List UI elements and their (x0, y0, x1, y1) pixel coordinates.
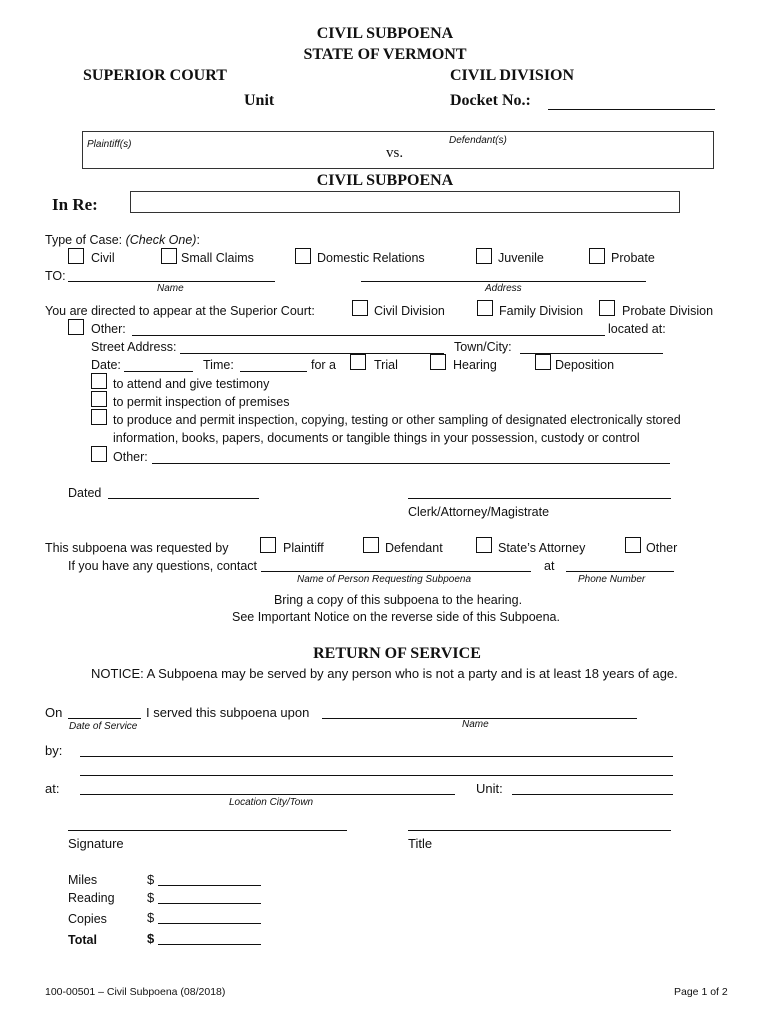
appear-family-division-label: Family Division (499, 304, 584, 318)
served-name-caption: Name (462, 719, 489, 730)
docket-number-field[interactable] (548, 109, 715, 110)
requested-states-attorney-label: State’s Attorney (498, 541, 586, 555)
clerk-signature-field[interactable] (408, 498, 671, 499)
case-juvenile-checkbox[interactable] (476, 248, 492, 264)
deposition-checkbox[interactable] (535, 354, 551, 370)
return-notice: NOTICE: A Subpoena may be served by any person who is not a party and is at least 18 years of age. (91, 666, 678, 681)
return-of-service-title: RETURN OF SERVICE (313, 645, 481, 662)
case-domestic-relations-checkbox[interactable] (295, 248, 311, 264)
form-title: CIVIL SUBPOENA (316, 25, 454, 42)
requested-plaintiff-checkbox[interactable] (260, 537, 276, 553)
produce-label-line1: to produce and permit inspection, copying, testing or other sampling of designated electronically stored (113, 413, 681, 427)
dated-label: Dated (68, 486, 102, 500)
unit-label-return: Unit: (476, 781, 503, 796)
appear-probate-division-checkbox[interactable] (599, 300, 615, 316)
total-currency: $ (147, 931, 155, 946)
produce-checkbox[interactable] (91, 409, 107, 425)
copies-currency: $ (147, 910, 155, 925)
by-field-line2[interactable] (80, 775, 673, 776)
purpose-other-label: Other: (113, 450, 148, 464)
appear-text: You are directed to appear at the Superior Court: (45, 304, 315, 318)
inspection-checkbox[interactable] (91, 391, 107, 407)
service-date-field[interactable] (68, 718, 141, 719)
on-label: On (45, 705, 63, 720)
at-label: at: (45, 781, 60, 796)
appear-civil-division-label: Civil Division (374, 304, 445, 318)
to-name-field[interactable] (68, 281, 275, 282)
served-text: I served this subpoena upon (146, 705, 310, 720)
by-field-line1[interactable] (80, 756, 673, 757)
bring-copy-text: Bring a copy of this subpoena to the hearing. (273, 593, 523, 607)
date-of-service-caption: Date of Service (69, 721, 138, 732)
copies-amount-field[interactable] (158, 923, 261, 924)
contact-text: If you have any questions, contact (68, 559, 258, 573)
clerk-label: Clerk/Attorney/Magistrate (408, 505, 550, 519)
case-domestic-relations-label: Domestic Relations (317, 251, 425, 265)
requested-other-label: Other (646, 541, 678, 555)
purpose-other-field[interactable] (152, 463, 670, 464)
type-of-case-heading (45, 233, 200, 247)
contact-phone-field[interactable] (566, 571, 674, 572)
form-id: 100-00501 – Civil Subpoena (08/2018) (45, 986, 226, 998)
reading-currency: $ (147, 890, 155, 905)
location-caption: Location City/Town (229, 797, 314, 808)
requested-defendant-checkbox[interactable] (363, 537, 379, 553)
date-label: Date: (91, 358, 121, 372)
town-city-label: Town/City: (454, 340, 512, 354)
title-field[interactable] (408, 830, 671, 831)
trial-checkbox[interactable] (350, 354, 366, 370)
to-address-caption: Address (485, 283, 522, 294)
state-title: STATE OF VERMONT (303, 46, 467, 63)
street-address-label: Street Address: (91, 340, 177, 354)
plaintiff-label: Plaintiff(s) (87, 139, 132, 150)
in-re-input[interactable] (130, 191, 680, 213)
total-label: Total (68, 933, 97, 947)
requested-states-attorney-checkbox[interactable] (476, 537, 492, 553)
signature-label: Signature (68, 836, 124, 851)
to-name-caption: Name (157, 283, 184, 294)
case-probate-checkbox[interactable] (589, 248, 605, 264)
miles-amount-field[interactable] (158, 885, 261, 886)
requested-by-text: This subpoena was requested by (45, 541, 229, 555)
appear-other-checkbox[interactable] (68, 319, 84, 335)
docket-label: Docket No.: (450, 92, 531, 109)
signature-field[interactable] (68, 830, 347, 831)
division-name: CIVIL DIVISION (450, 67, 575, 84)
contact-phone-caption: Phone Number (578, 574, 646, 585)
testimony-label: to attend and give testimony (113, 377, 270, 391)
type-of-case-hint: (Check One) (125, 233, 197, 247)
title-label: Title (408, 836, 433, 851)
subtitle: CIVIL SUBPOENA (316, 172, 454, 189)
contact-at-label: at (544, 559, 555, 573)
case-juvenile-label: Juvenile (498, 251, 544, 265)
miles-currency: $ (147, 872, 155, 887)
appear-probate-division-label: Probate Division (622, 304, 714, 318)
requested-plaintiff-label: Plaintiff (283, 541, 324, 555)
contact-name-field[interactable] (261, 571, 531, 572)
defendant-label: Defendant(s) (449, 135, 507, 146)
requested-other-checkbox[interactable] (625, 537, 641, 553)
page-number: Page 1 of 2 (674, 986, 728, 998)
case-small-claims-checkbox[interactable] (161, 248, 177, 264)
to-address-field[interactable] (361, 281, 646, 282)
appear-other-label: Other: (91, 322, 126, 336)
appear-civil-division-checkbox[interactable] (352, 300, 368, 316)
hearing-label: Hearing (453, 358, 497, 372)
contact-name-caption: Name of Person Requesting Subpoena (297, 574, 472, 585)
court-name: SUPERIOR COURT (83, 67, 227, 84)
total-amount-field[interactable] (158, 944, 261, 945)
type-of-case-suffix: : (196, 233, 200, 247)
reading-label: Reading (68, 891, 115, 905)
appear-other-field[interactable] (132, 335, 605, 336)
date-field[interactable] (124, 371, 193, 372)
case-civil-checkbox[interactable] (68, 248, 84, 264)
requested-defendant-label: Defendant (385, 541, 443, 555)
versus-label: vs. (386, 145, 404, 161)
appear-family-division-checkbox[interactable] (477, 300, 493, 316)
trial-label: Trial (374, 358, 398, 372)
unit-field[interactable] (512, 794, 673, 795)
unit-label: Unit (244, 92, 275, 109)
inspection-label: to permit inspection of premises (113, 395, 290, 409)
case-small-claims-label: Small Claims (181, 251, 254, 265)
testimony-checkbox[interactable] (91, 373, 107, 389)
see-notice-text: See Important Notice on the reverse side of this Subpoena. (232, 610, 560, 624)
street-address-field[interactable] (180, 353, 444, 354)
purpose-other-checkbox[interactable] (91, 446, 107, 462)
deposition-label: Deposition (555, 358, 615, 372)
by-label: by: (45, 743, 63, 758)
located-at-label: located at: (608, 322, 666, 336)
produce-label-line2: information, books, papers, documents or tangible things in your possession, custody or control (113, 431, 640, 445)
reading-amount-field[interactable] (158, 903, 261, 904)
dated-field[interactable] (108, 498, 259, 499)
case-probate-label: Probate (611, 251, 655, 265)
time-field[interactable] (240, 371, 307, 372)
location-field[interactable] (80, 794, 455, 795)
copies-label: Copies (68, 912, 107, 926)
in-re-label: In Re: (52, 195, 98, 214)
miles-label: Miles (68, 873, 98, 887)
for-a-label: for a (311, 358, 337, 372)
case-civil-label: Civil (91, 251, 115, 265)
to-label: TO: (45, 269, 66, 283)
time-label: Time: (203, 358, 234, 372)
type-of-case-label: Type of Case: (45, 233, 123, 247)
hearing-checkbox[interactable] (430, 354, 446, 370)
